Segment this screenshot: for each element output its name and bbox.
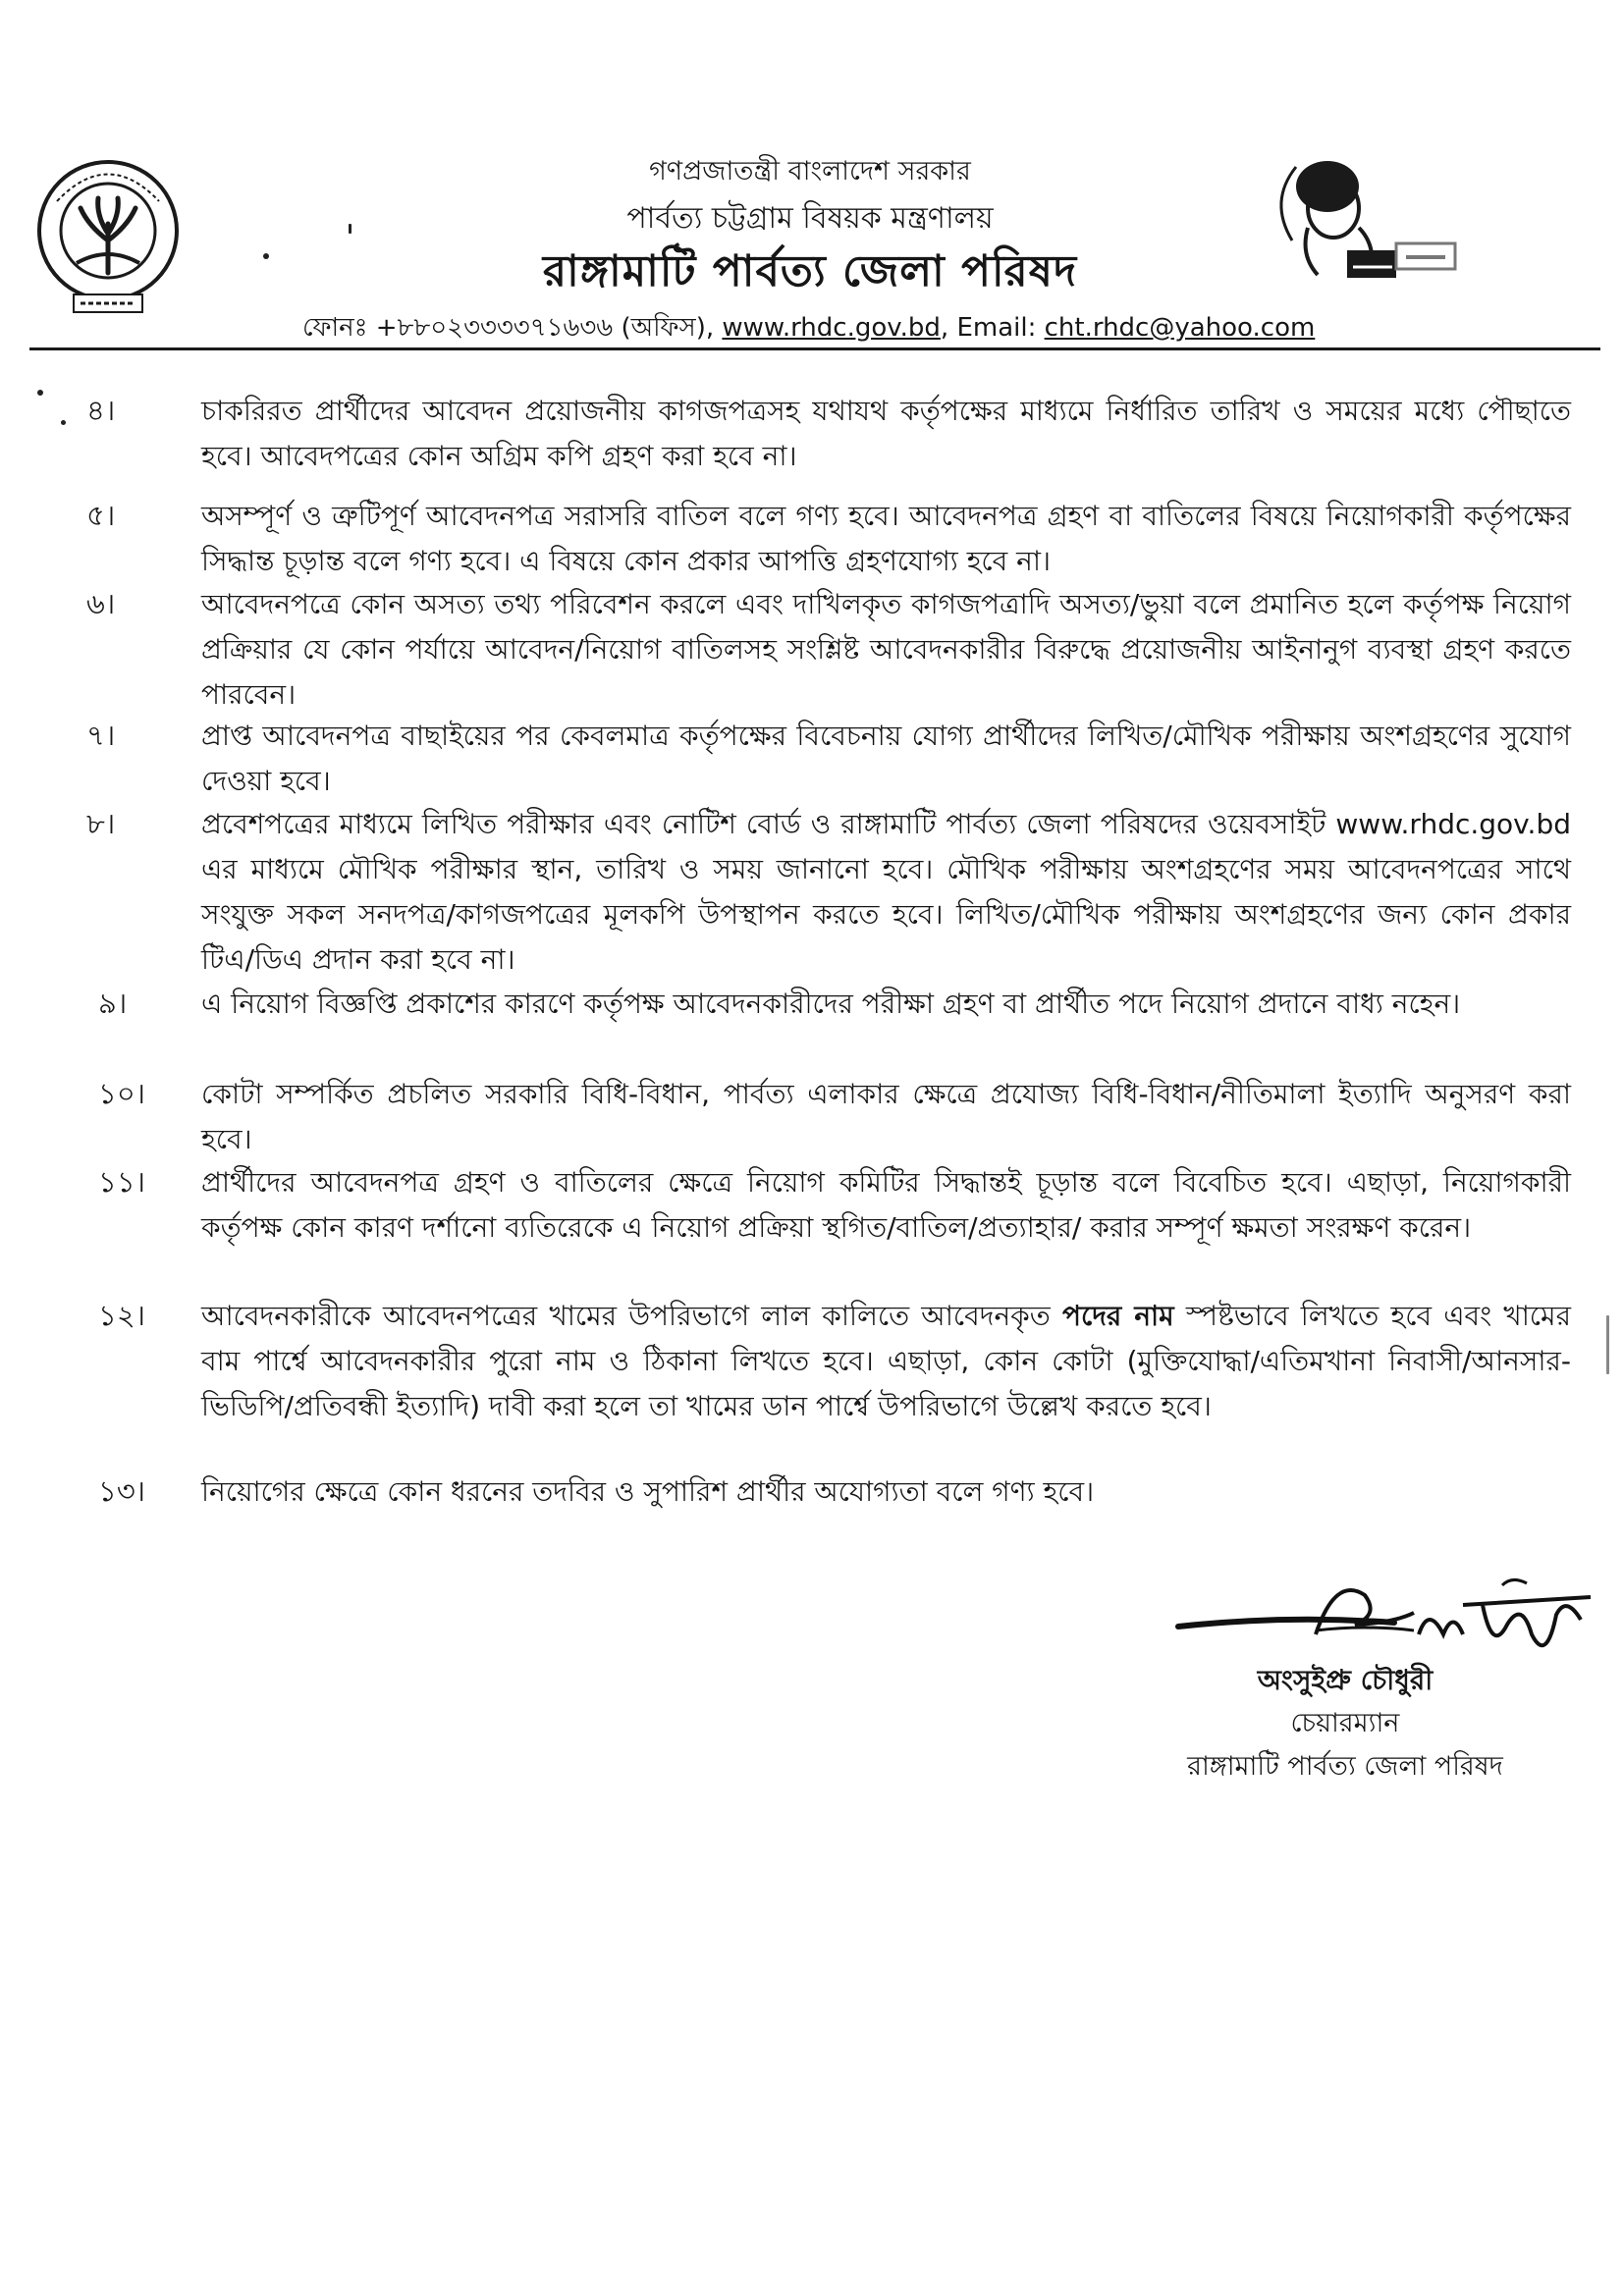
scan-speck: [61, 420, 66, 425]
signatory-title: চেয়ারম্যান: [1290, 1708, 1400, 1738]
clause-text: এ নিয়োগ বিজ্ঞপ্তি প্রকাশের কারণে কর্তৃপক্ষ আবেদনকারীদের পরীক্ষা গ্রহণ বা প্রার্থীত পদে নিয়োগ প্রদানে বাধ্য নহেন।: [201, 988, 1461, 1020]
header-divider: [29, 347, 1600, 350]
clause-number: ৬।: [86, 587, 116, 620]
clause-text-part: আবেদনকারীকে আবেদনপত্রের খামের উপরিভাগে লাল কালিতে আবেদনকৃত: [201, 1300, 1051, 1332]
clause-text: নিয়োগের ক্ষেত্রে কোন ধরনের তদবির ও সুপারিশ প্রার্থীর অযোগ্যতা বলে গণ্য হবে।: [201, 1475, 1095, 1508]
clause-text: [201, 802, 1571, 983]
signature-block: [1114, 1659, 1576, 1789]
mujib-borsho-100-logo-icon: [1249, 147, 1475, 285]
ministry-name: পার্বত্য চট্টগ্রাম বিষয়ক মন্ত্রণালয়: [626, 201, 994, 236]
clause-number: ১০।: [98, 1077, 146, 1110]
clause-text: আবেদনপত্রে কোন অসত্য তথ্য পরিবেশন করলে এবং দাখিলকৃত কাগজপত্রাদি অসত্য/ভুয়া বলে প্রমানিত হলে কর্তৃপক্ষ নিয়োগ প্রক্রিয়ার যে কোন পর্যায়ে আবেদন/নিয়োগ বাতিলসহ সংশ্লিষ্ট আবেদনকারীর বিরুদ্ধে প্রয়োজনীয় আইনানুগ ব্যবস্থা গ্রহণ করতে পারবেন।: [201, 588, 1571, 711]
post-name-emphasis: পদের নাম: [1061, 1300, 1174, 1332]
clause-text: চাকরিরত প্রার্থীদের আবেদন প্রয়োজনীয় কাগজপত্রসহ যথাযথ কর্তৃপক্ষের মাধ্যমে নির্ধারিত তারিখ ও সময়ের মধ্যে পৌছাতে হবে। আবেদপত্রের কোন অগ্রিম কপি গ্রহণ করা হবে না।: [201, 395, 1571, 472]
clause-text-part: প্রবেশপত্রের মাধ্যমে লিখিত পরীক্ষার এবং নোটিশ বোর্ড ও রাঙ্গামাটি পার্বত্য জেলা পরিষদের ওয়েবসাইট: [201, 808, 1326, 840]
contact-line: ফোনঃ +৮৮০২৩৩৩৩৭১৬৩৬ (অফিস), www.rhdc.gov.bd, Email: cht.rhdc@yahoo.com: [302, 313, 1316, 343]
scan-speck: [37, 390, 43, 396]
clause-number: ৯।: [98, 987, 128, 1020]
email-label: Email:: [956, 313, 1037, 343]
scan-speck: [1606, 1315, 1609, 1374]
website-link[interactable]: www.rhdc.gov.bd: [1335, 808, 1572, 840]
clause-text: প্রার্থীদের আবেদনপত্র গ্রহণ ও বাতিলের ক্ষেত্রে নিয়োগ কমিটির সিদ্ধান্তই চূড়ান্ত বলে বিবেচিত হবে। এছাড়া, নিয়োগকারী কর্তৃপক্ষ কোন কারণ দর্শানো ব্যতিরেকে এ নিয়োগ প্রক্রিয়া স্থগিত/বাতিল/প্রত্যাহার/ করার সম্পূর্ণ ক্ষমতা সংরক্ষণ করেন।: [201, 1166, 1571, 1244]
email-link[interactable]: cht.rhdc@yahoo.com: [1044, 313, 1316, 343]
scan-speck: [263, 253, 269, 259]
scan-speck: [349, 224, 352, 234]
signatory-organization: রাঙ্গামাটি পার্বত্য জেলা পরিষদ: [1187, 1751, 1503, 1782]
clause-number: ৭।: [86, 719, 116, 752]
clause-number: ১২।: [98, 1299, 146, 1332]
phone-text: ফোনঃ +৮৮০২৩৩৩৩৭১৬৩৬ (অফিস): [302, 313, 706, 343]
handwritten-signature-icon: [1168, 1566, 1600, 1674]
clause-text: প্রাপ্ত আবেদনপত্র বাছাইয়ের পর কেবলমাত্র কর্তৃপক্ষের বিবেচনায় যোগ্য প্রার্থীদের লিখিত/মৌখিক পরীক্ষায় অংশগ্রহণের সুযোগ দেওয়া হবে।: [201, 720, 1571, 797]
clause-number: ৫।: [86, 499, 116, 532]
clause-text: অসম্পূর্ণ ও ত্রুটিপূর্ণ আবেদনপত্র সরাসরি বাতিল বলে গণ্য হবে। আবেদনপত্র গ্রহণ বা বাতিলের বিষয়ে নিয়োগকারী কর্তৃপক্ষের সিদ্ধান্ত চূড়ান্ত বলে গণ্য হবে। এ বিষয়ে কোন প্রকার আপত্তি গ্রহণযোগ্য হবে না।: [201, 500, 1571, 577]
website-link[interactable]: www.rhdc.gov.bd: [722, 313, 941, 343]
letterhead: [245, 152, 1375, 301]
clause-number: ১১।: [98, 1165, 146, 1199]
clause-number: ৮।: [86, 807, 116, 840]
clause-text: কোটা সম্পর্কিত প্রচলিত সরকারি বিধি-বিধান, পার্বত্য এলাকার ক্ষেত্রে প্রযোজ্য বিধি-বিধান/নীতিমালা ইত্যাদি অনুসরণ করা হবে।: [201, 1078, 1571, 1155]
clause-number: ১৩।: [98, 1474, 146, 1508]
clause-number: ৪।: [86, 394, 116, 427]
signatory-name: অংসুইপ্রু চৌধুরী: [1257, 1664, 1434, 1696]
clause-text-part: এর মাধ্যমে মৌখিক পরীক্ষার স্থান, তারিখ ও সময় জানানো হবে। মৌখিক পরীক্ষায় অংশগ্রহণের সময় আবেদনপত্রের সাথে সংযুক্ত সকল সনদপত্র/কাগজপত্রের মূলকপি উপস্থাপন করতে হবে। লিখিত/মৌখিক পরীক্ষায় অংশগ্রহণের জন্য কোন প্রকার টিএ/ডিএ প্রদান করা হবে না।: [201, 853, 1571, 976]
council-name: রাঙ্গামাটি পার্বত্য জেলা পরিষদ: [542, 246, 1078, 296]
government-name: গণপ্রজাতন্ত্রী বাংলাদেশ সরকার: [649, 156, 971, 187]
district-council-seal-icon: [20, 147, 196, 319]
clause-text-part: স্পষ্টভাবে লিখতে হবে এবং খামের বাম পার্শ্বে আবেদনকারীর পুরো নাম ও ঠিকানা লিখতে হবে। এছাড়া, কোন কোটা (মুক্তিযোদ্ধা/এতিমখানা নিবাসী/আনসার-ভিডিপি/প্রতিবন্ধী ইত্যাদি) দাবী করা হলে তা খামের ডান পার্শ্বে উপরিভাগে উল্লেখ করতে হবে।: [201, 1300, 1572, 1422]
clause-text: [201, 1294, 1571, 1429]
